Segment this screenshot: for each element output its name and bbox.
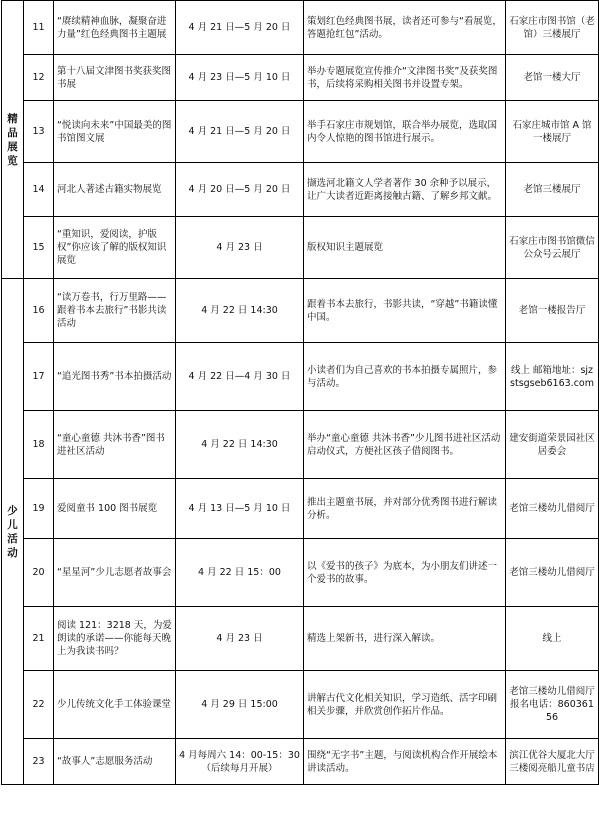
activity-description-cell: 以《爱书的孩子》为底本，为小朋友们讲述一个爱书的故事。	[304, 539, 506, 607]
activity-venue-cell: 老馆一楼报告厅	[506, 279, 599, 343]
activity-date-cell: 4 月 22 日 14:30	[176, 411, 304, 479]
table-row	[2, 411, 599, 479]
activity-date-cell: 4 月 23 日	[176, 607, 304, 671]
table-row	[2, 163, 599, 217]
activity-date-cell: 4 月 29 日 15:00	[176, 671, 304, 739]
row-number-cell: 19	[24, 479, 54, 539]
activity-title-cell: “童心童德 共沐书香”图书进社区活动	[54, 411, 176, 479]
activity-venue-cell: 线上	[506, 607, 599, 671]
activity-description-cell: 小读者们为自己喜欢的书本拍摄专属照片，参与活动。	[304, 343, 506, 411]
activity-date-cell: 4 月 22 日 15：00	[176, 539, 304, 607]
activity-title-cell: “重知识，爱阅读，护版权”你应该了解的版权知识展览	[54, 217, 176, 279]
table-row	[2, 55, 599, 101]
activity-venue-cell: 滨江优谷大厦北大厅三楼阅亮船儿童书店	[506, 739, 599, 785]
table-row	[2, 101, 599, 163]
row-number-cell: 16	[24, 279, 54, 343]
activity-description-cell: 跟着书本去旅行，书影共读，“穿越”书籍读懂中国。	[304, 279, 506, 343]
activity-description-cell: 撷选河北籍文人学者著作 30 余种予以展示，让广大读者近距离接触古籍、了解乡邦文献。	[304, 163, 506, 217]
row-number-cell: 22	[24, 671, 54, 739]
table-row	[2, 607, 599, 671]
table-row	[2, 739, 599, 785]
activity-description-cell: 举办“童心童德 共沐书香”少儿图书进社区活动启动仪式，方便社区孩子借阅图书。	[304, 411, 506, 479]
category-cell: 精品展览	[2, 1, 24, 279]
activity-date-cell: 4 月每周六 14：00-15：30（后续每月开展）	[176, 739, 304, 785]
activity-venue-cell: 石家庄市图书馆微信公众号云展厅	[506, 217, 599, 279]
table-row	[2, 1, 599, 55]
table-row	[2, 343, 599, 411]
activity-venue-cell: 线上 邮箱地址：sjzstsgseb6163.com	[506, 343, 599, 411]
category-cell: 少儿活动	[2, 279, 24, 785]
activity-venue-cell: 老馆一楼大厅	[506, 55, 599, 101]
activity-venue-cell: 老馆三楼幼儿借阅厅	[506, 539, 599, 607]
activity-table	[1, 0, 599, 785]
activity-description-cell: 围绕“无字书”主题，与阅读机构合作开展绘本讲读活动。	[304, 739, 506, 785]
activity-date-cell: 4 月 23 日	[176, 217, 304, 279]
activity-title-cell: 阅读 121：3218 天，为爱朗读的承诺——你能每天晚上为我读书吗？	[54, 607, 176, 671]
activity-title-cell: “星星河”少儿志愿者故事会	[54, 539, 176, 607]
table-row	[2, 671, 599, 739]
activity-title-cell: 少儿传统文化手工体验课堂	[54, 671, 176, 739]
table-row	[2, 479, 599, 539]
activity-title-cell: 第十八届文津图书奖获奖图书展	[54, 55, 176, 101]
activity-table-body	[2, 1, 599, 785]
activity-date-cell: 4 月 23 日—5 月 10 日	[176, 55, 304, 101]
activity-title-cell: “追光图书秀”书本拍摄活动	[54, 343, 176, 411]
row-number-cell: 14	[24, 163, 54, 217]
row-number-cell: 13	[24, 101, 54, 163]
row-number-cell: 12	[24, 55, 54, 101]
activity-date-cell: 4 月 21 日—5 月 20 日	[176, 1, 304, 55]
activity-venue-cell: 石家庄市图书馆（老馆）三楼展厅	[506, 1, 599, 55]
row-number-cell: 11	[24, 1, 54, 55]
activity-title-cell: 爱阅童书 100 图书展览	[54, 479, 176, 539]
activity-description-cell: 讲解古代文化相关知识，学习造纸、活字印刷相关步骤，并欣赏创作拓片作品。	[304, 671, 506, 739]
activity-title-cell: “赓续精神血脉，凝聚奋进力量”红色经典图书主题展	[54, 1, 176, 55]
row-number-cell: 21	[24, 607, 54, 671]
activity-date-cell: 4 月 22 日 14:30	[176, 279, 304, 343]
row-number-cell: 20	[24, 539, 54, 607]
activity-title-cell: “故事人”志愿服务活动	[54, 739, 176, 785]
row-number-cell: 17	[24, 343, 54, 411]
activity-date-cell: 4 月 13 日—5 月 10 日	[176, 479, 304, 539]
activity-date-cell: 4 月 21 日—5 月 20 日	[176, 101, 304, 163]
table-row	[2, 539, 599, 607]
activity-description-cell: 举办专题展览宣传推介“文津图书奖”及获奖图书，后续将采购相关图书并设置专架。	[304, 55, 506, 101]
row-number-cell: 18	[24, 411, 54, 479]
row-number-cell: 15	[24, 217, 54, 279]
table-row	[2, 217, 599, 279]
activity-title-cell: 河北人著述古籍实物展览	[54, 163, 176, 217]
activity-description-cell: 推出主题童书展，并对部分优秀图书进行解读分析。	[304, 479, 506, 539]
activity-description-cell: 版权知识主题展览	[304, 217, 506, 279]
table-row	[2, 279, 599, 343]
activity-title-cell: “读万卷书，行万里路——跟着书本去旅行”书影共读活动	[54, 279, 176, 343]
activity-title-cell: “悦读向未来”中国最美的图书馆图文展	[54, 101, 176, 163]
activity-venue-cell: 老馆三楼幼儿借阅厅 报名电话：86036156	[506, 671, 599, 739]
activity-venue-cell: 老馆三楼展厅	[506, 163, 599, 217]
row-number-cell: 23	[24, 739, 54, 785]
activity-venue-cell: 石家庄城市馆 A 馆一楼展厅	[506, 101, 599, 163]
activity-venue-cell: 建安街道荣景园社区居委会	[506, 411, 599, 479]
activity-description-cell: 策划红色经典图书展，读者还可参与“看展览，答题抢红包”活动。	[304, 1, 506, 55]
activity-date-cell: 4 月 22 日—4 月 30 日	[176, 343, 304, 411]
activity-date-cell: 4 月 20 日—5 月 20 日	[176, 163, 304, 217]
activity-description-cell: 举手石家庄市规划馆，联合举办展览，选取国内令人惊艳的图书馆进行展示。	[304, 101, 506, 163]
activity-description-cell: 精选上架新书，进行深入解读。	[304, 607, 506, 671]
activity-venue-cell: 老馆三楼幼儿借阅厅	[506, 479, 599, 539]
